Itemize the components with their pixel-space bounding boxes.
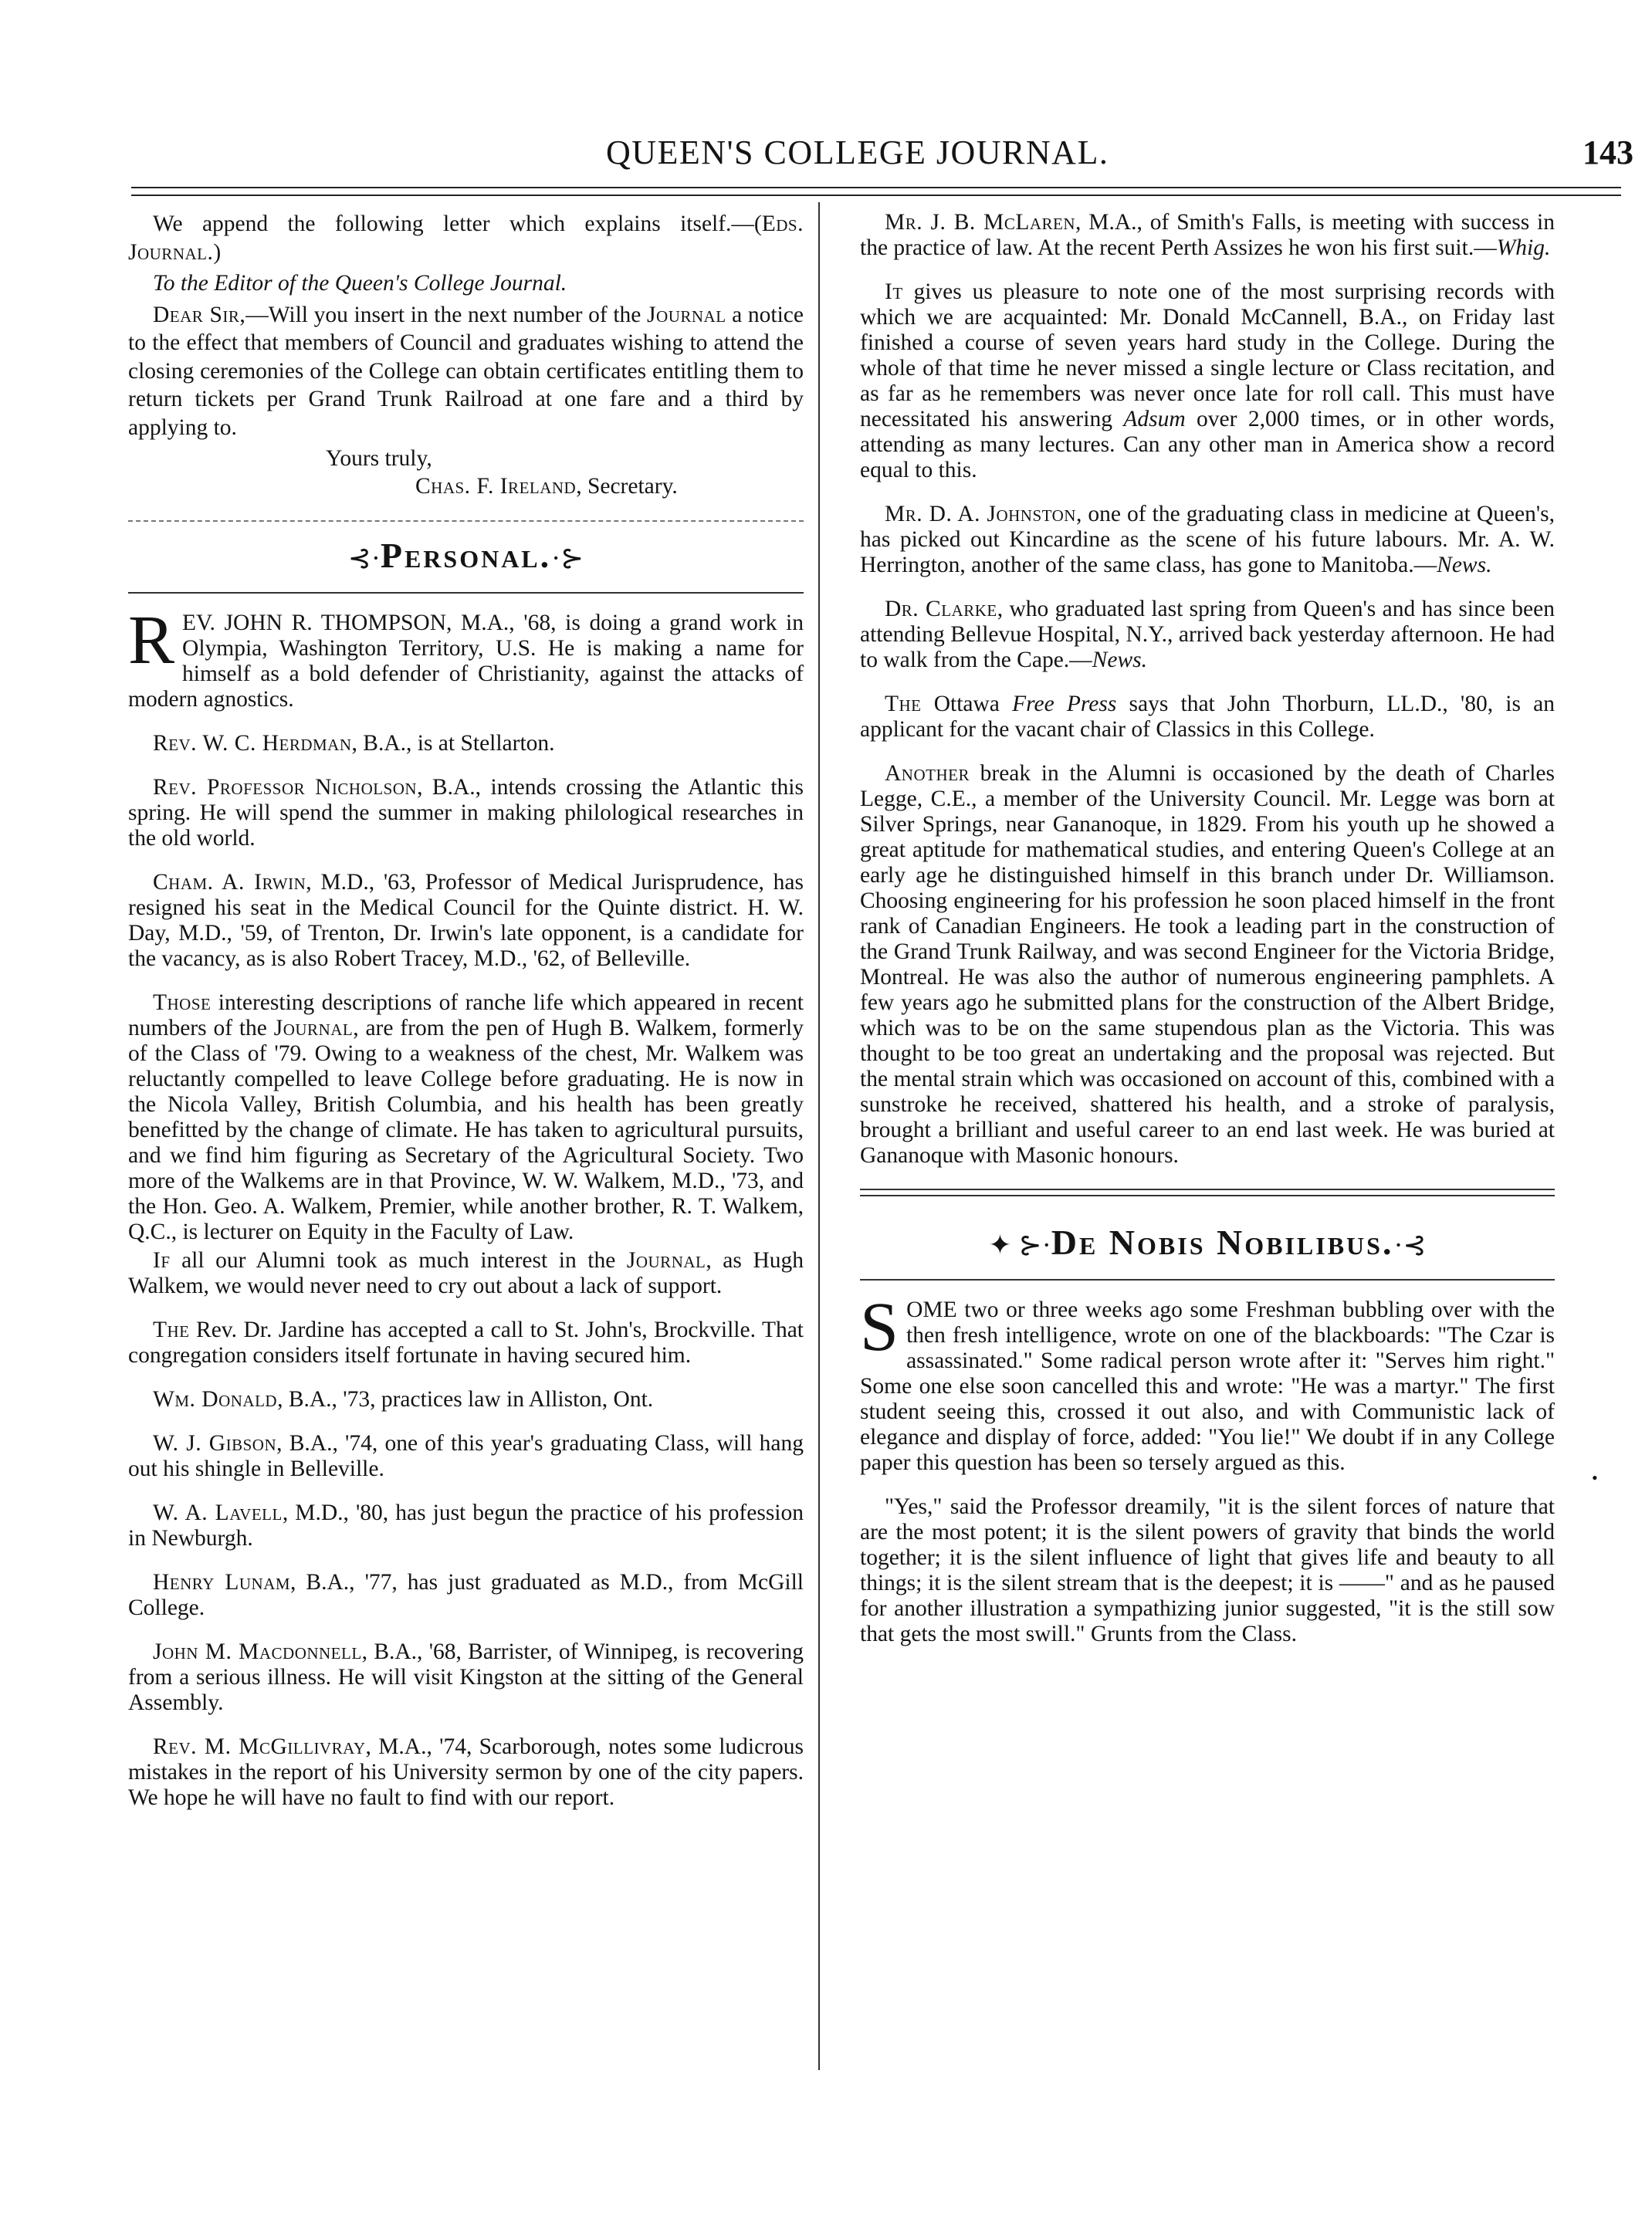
de-nobis-heading: ✦ ⊱·De Nobis Nobilibus.·⊰ [988,1223,1427,1262]
personal-item: Rev. Professor Nicholson, B.A., intends crossing the Atlantic this spring. He will spend the summer in making philological researches in the old world. [128,775,804,851]
mccannell-paragraph: It gives us pleasure to note one of the most surprising records with which we are acquainted: Mr. Donald McCannell, B.A., on Friday last finished a course of seven years hard study in the College. During the whole of that time he never missed a single lecture or Class recitation, and as far as he remembers was never once late for roll call. This must have necessitated his answering Adsum over 2,000 times, or in other words, attending as many lectures. Can any other man in America show a record equal to this. [860,279,1555,482]
signature: Chas. F. Ireland, Secretary. [415,474,678,499]
letter-salutation: To the Editor of the Queen's College Journal. [153,271,567,296]
column-divider [818,202,820,2070]
right-column [860,210,1555,1666]
personal-item: The Rev. Dr. Jardine has accepted a call to St. John's, Brockville. That congregation considers itself fortunate in having secured him. [128,1318,804,1368]
dropcap-r: R [128,602,175,678]
personal-item: Henry Lunam, B.A., '77, has just graduated as M.D., from McGill College. [128,1570,804,1620]
journal-title: QUEEN'S COLLEGE JOURNAL. [606,134,1109,171]
support-paragraph: If all our Alumni took as much interest in the Journal, as Hugh Walkem, we would never need to cry out about a lack of support. [128,1248,804,1298]
left-column [128,210,804,1829]
personal-item: W. A. Lavell, M.D., '80, has just begun the practice of his profession in Newburgh. [128,1501,804,1551]
section-rule-top [860,1189,1555,1190]
walkem-paragraph: Those interesting descriptions of ranche life which appeared in recent numbers of the Journal, are from the pen of Hugh B. Walkem, formerly of the Class of '79. Owing to a weakness of the chest, Mr. Walkem was reluctantly compelled to leave College before graduating. He is now in the Nicola Valley, British Columbia, and his health has been greatly benefitted by the change of climate. He has taken to agricultural pursuits, and we find him figuring as Secretary of the Agricultural Society. Two more of the Walkems are in that Province, W. W. Walkem, M.D., '73, and the Hon. Geo. A. Walkem, Premier, while another brother, R. T. Walkem, Q.C., is lecturer on Equity in the Faculty of Law. [128,990,804,1244]
margin-mark: • [1592,1468,1598,1487]
thompson-paragraph: REV. JOHN R. THOMPSON, M.A., '68, is doing a grand work in Olympia, Washington Territory, U.S. He is making a name for himself as a bold defender of Christianity, against the attacks of modern agnostics. [128,602,804,712]
personal-heading: ⊰·Personal.·⊱ [347,536,584,575]
czar-paragraph: SOME two or three weeks ago some Freshman bubbling over with the then fresh intelligence, wrote on one of the blackboards: "The Czar is assassinated." Some radical person wrote after it: "Serves him right." Some one else soon cancelled this and wrote: "He was a martyr." The first student seeing this, crossed it out also, and with Communistic lack of elegance and display of force, added: "You lie!" We doubt if in any College paper this question has been so tersely argued as this. [860,1289,1555,1475]
thorburn-paragraph: The Ottawa Free Press says that John Thorburn, LL.D., '80, is an applicant for the vacant chair of Classics in this College. [860,692,1556,742]
heading-rule [128,592,804,594]
section-divider [128,520,804,522]
section-rule-bottom [860,1195,1555,1196]
letter-intro: We append the following letter which explains itself.—(Eds. Journal.) [128,211,804,265]
personal-item: Rev. W. C. Herdman, B.A., is at Stellarton. [153,731,555,756]
professor-paragraph: "Yes," said the Professor dreamily, "it is the silent forces of nature that are the most potent; it is the silent powers of gravity that binds the world together; it is the silent influence of light that gives life and beauty to all things; it is the silent stream that is the deepest; it is ——" and as he paused for another illustration a sympathizing junior suggested, "it is the still sow that gets the most swill." Grunts from the Class. [860,1494,1555,1646]
legge-paragraph: Another break in the Alumni is occasioned by the death of Charles Legge, C.E., a member of the University Council. Mr. Legge was born at Silver Springs, near Gananoque, in 1829. From his youth up he showed a great aptitude for mathematical studies, and entering Queen's College at an early age he distinguished himself in this branch under Dr. Williamson. Choosing engineering for his profession he soon placed himself in the front rank of Canadian Engineers. He took a leading part in the construction of the Grand Trunk Railway, and was second Engineer for the Victoria Bridge, Montreal. He was also the author of numerous engineering pamphlets. A few years ago he submitted plans for the construction of the Albert Bridge, which was to be on the same stupendous plan as the Victoria. This was thought to be too great an undertaking and the proposal was rejected. But the mental strain which was occasioned on account of this, combined with a sunstroke he received, shattered his health, and a stroke of paralysis, brought a brilliant and useful career to an end last week. He was buried at Gananoque with Masonic honours. [860,761,1555,1168]
closing-line: Yours truly, [326,446,432,471]
personal-item: Cham. A. Irwin, M.D., '63, Professor of Medical Jurisprudence, has resigned his seat in the Medical Council for the Quinte district. H. W. Day, M.D., '59, of Trenton, Dr. Irwin's late opponent, is a candidate for the vacancy, as is also Robert Tracey, M.D., '62, of Belleville. [128,870,804,971]
personal-item: John M. Macdonnell, B.A., '68, Barrister, of Winnipeg, is recovering from a serious illness. He will visit Kingston at the sitting of the General Assembly. [128,1639,804,1715]
clarke-paragraph: Dr. Clarke, who graduated last spring from Queen's and has since been attending Bellevue Hospital, N.Y., arrived back yesterday afternoon. He had to walk from the Cape.—News. [860,597,1555,672]
mclaren-paragraph: Mr. J. B. McLaren, M.A., of Smith's Falls, is meeting with success in the practice of law. At the recent Perth Assizes he won his first suit.—Whig. [860,210,1555,260]
dropcap-s: S [860,1289,899,1365]
heading-rule [860,1279,1555,1281]
personal-item: Rev. M. McGillivray, M.A., '74, Scarborough, notes some ludicrous mistakes in the report of his University sermon by one of the city papers. We hope he will have no fault to find with our report. [128,1734,804,1810]
personal-item: W. J. Gibson, B.A., '74, one of this year's graduating Class, will hang out his shingle in Belleville. [128,1431,804,1481]
running-head [131,133,1644,179]
letter-body: Dear Sir,—Will you insert in the next number of the Journal a notice to the effect that members of Council and graduates wishing to attend the closing ceremonies of the College can obtain certificates entitling them to return tickets per Grand Trunk Railroad at one fare and a third by applying to. [128,302,804,440]
header-rule-top [131,187,1621,188]
header-rule-bottom [131,195,1621,196]
letter-closing [128,445,804,500]
johnston-paragraph: Mr. D. A. Johnston, one of the graduating class in medicine at Queen's, has picked out Kincardine as the scene of his future labours. Mr. A. W. Herrington, another of the same class, has gone to Manitoba.—News. [860,502,1555,577]
personal-item: Wm. Donald, B.A., '73, practices law in Alliston, Ont. [153,1387,654,1412]
page-number: 143 [1583,134,1633,171]
